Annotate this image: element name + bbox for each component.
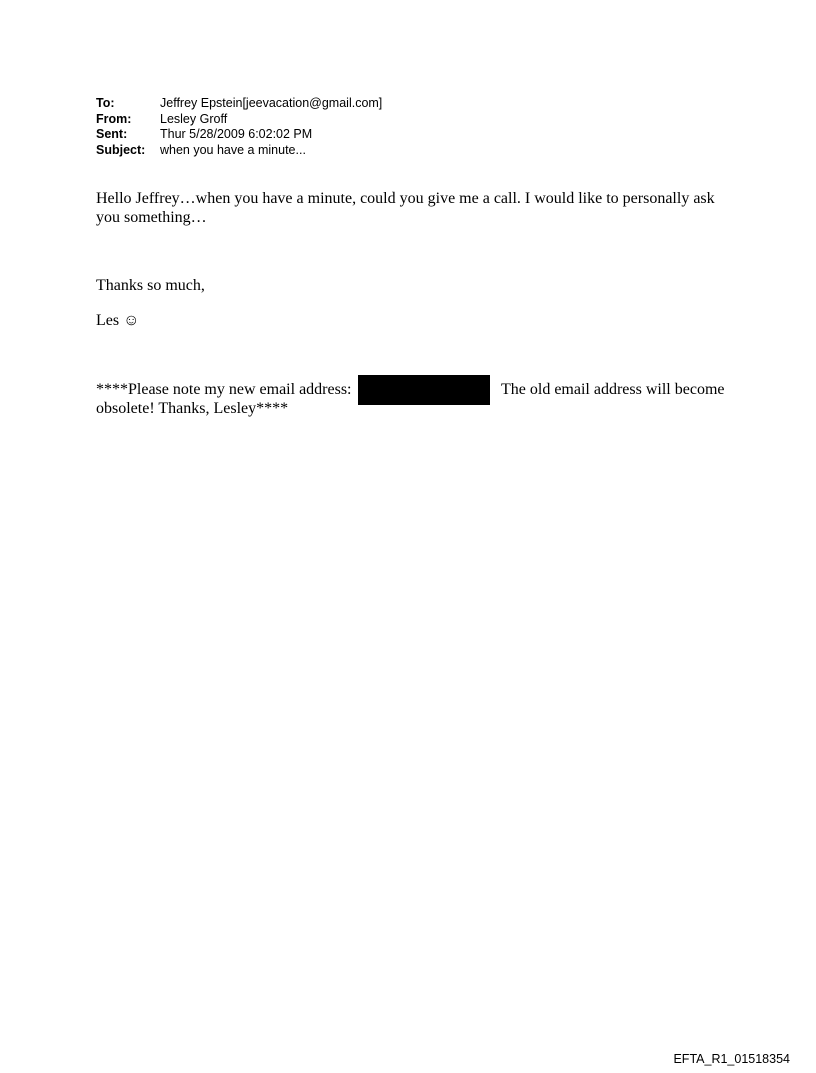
signature: Les ☺ (96, 312, 140, 329)
sent-value: Thur 5/28/2009 6:02:02 PM (160, 127, 313, 141)
thanks-line: Thanks so much, (96, 277, 205, 294)
note-part-1: ****Please note my new email address: (96, 381, 352, 398)
sent-row (96, 127, 382, 143)
sent-label: Sent: (96, 127, 128, 141)
to-row (96, 96, 382, 112)
note-part-2: The old email address will become (501, 381, 725, 398)
body-line-1: Hello Jeffrey…when you have a minute, could you give me a call. I would like to personally ask (96, 190, 715, 207)
to-value: Jeffrey Epstein[jeevacation@gmail.com] (160, 96, 383, 110)
subject-value: when you have a minute... (160, 142, 306, 157)
body-line-2: you something… (96, 209, 207, 226)
from-label: From: (96, 111, 132, 126)
from-value: Lesley Groff (160, 111, 228, 126)
redaction-block (358, 375, 490, 405)
document-id: EFTA_R1_01518354 (673, 1052, 790, 1066)
to-label: To: (96, 96, 115, 110)
subject-row (96, 143, 382, 159)
note-line-2: obsolete! Thanks, Lesley**** (96, 400, 289, 417)
from-row (96, 112, 382, 128)
subject-label: Subject: (96, 142, 146, 157)
email-header (96, 96, 382, 158)
